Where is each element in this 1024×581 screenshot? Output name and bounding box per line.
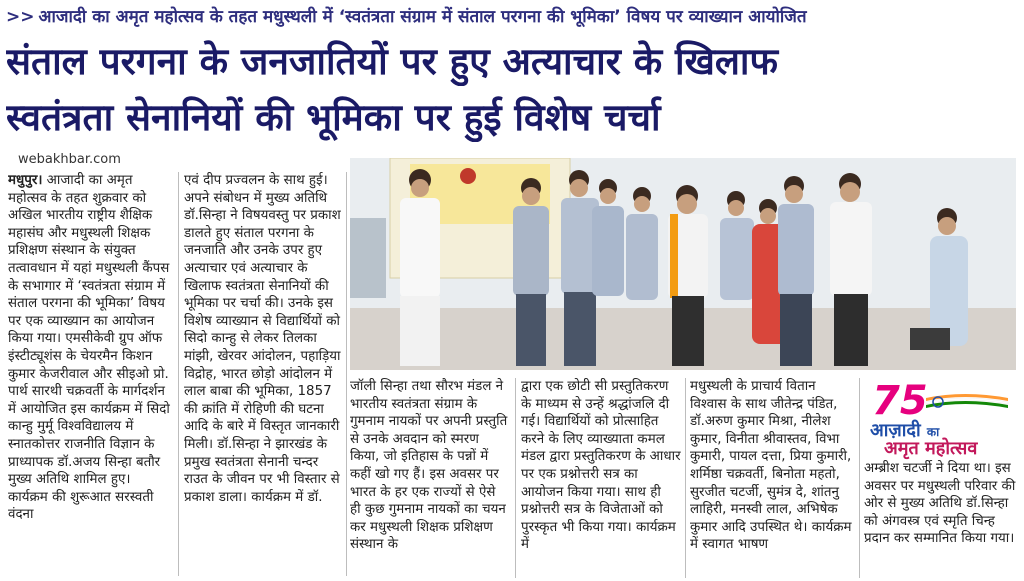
headline-line-2: स्वतंत्रता सेनानियों की भूमिका पर हुई विशेष चर्चा xyxy=(6,96,661,139)
article-column-5: मधुस्थली के प्राचार्य वितान विश्वास के साथ जीतेन्द्र पंडित, डॉ.अरुण कुमार मिश्रा, नीलेश कुमार, विनीता श्रीवास्तव, विभा कुमारी, पायल दत्ता, प्रिया कुमारी, शर्मिष्ठा चक्रवर्ती, बिनोता महतो, सुरजीत चटर्जी, सुमंत्र दे, शांतनु लाहिरी, मनस्वी लाल, अभिषेक कुमार आदि उपस्थित थे। कार्यक्रम में स्वागत भाषण xyxy=(690,379,852,553)
kicker-line xyxy=(6,4,1018,30)
kicker-arrows: >> xyxy=(6,7,35,27)
article-column-2: एवं दीप प्रज्वलन के साथ हुई। अपने संबोधन में मुख्य अतिथि डॉ.सिन्हा ने विषयवस्तु पर प्रकाश डालते हुए संताल परगना के जनजाति और उनके उपर हुए अत्याचार एवं अत्याचार के खिलाफ स्वतंत्रता सेनानियों की भूमिका पर चर्चा की। उनके इस विशेष व्याख्यान से विद्यार्थियों को सिदो कान्हु से लेकर तिलका मांझी, खेरवर आंदोलन, पहाड़िया विद्रोह, भारत छोड़ो आंदोलन में लाल बाबा की भूमिका, 1857 की क्रांति में रोहिणी की घटना आदि के बारे में विस्तृत जानकारी मिली। डॉ.सिन्हा ने झारखंड के प्रमुख स्वतंत्रता सेनानी चन्दर राउत के जीवन पर भी विस्तार से प्रकाश डाला। कार्यक्रम में डॉ. xyxy=(184,173,341,505)
column-divider xyxy=(685,378,686,578)
source-label: webakhbar.com xyxy=(18,152,121,167)
column-divider xyxy=(178,172,179,576)
column-divider xyxy=(515,378,516,578)
dateline: मधुपुर। xyxy=(8,173,43,188)
event-photo xyxy=(350,158,1016,370)
event-photo-illustration xyxy=(350,158,1016,370)
logo-number: 75 xyxy=(872,378,928,424)
column-1-text: आजादी का अमृत महोत्सव के तहत शुक्रवार को अखिल भारतीय राष्ट्रीय शैक्षिक महासंघ और मधुस्थली शिक्षक प्रशिक्षण संस्थान के संयुक्त तत्वावधान में यहां मधुस्थली कैंपस के सभागार में ‘स्वतंत्रता संग्राम में संताल परगना की भूमिका’ विषय पर एक व्याख्यान का आयोजन किया गया। एमसीकेवी ग्रुप ऑफ इंस्टीट्यूशंस के चेयरमैन किशन कुमार केजरीवाल और सीइओ प्रो. पार्थ सारथी चक्रवर्ती के मार्गदर्शन में आयोजित इस कार्यक्रम में सिदो कान्हु मुर्मू विश्वविद्यालय में स्नातकोत्तर राजनीति विज्ञान के प्राध्यापक डॉ.अजय सिन्हा बतौर मुख्य अतिथि शामिल हुए। कार्यक्रम की शुरूआत सरस्वती वंदना xyxy=(8,173,170,523)
logo-line-2: अमृत महोत्सव xyxy=(884,438,978,459)
article-column-6: अम्ब्रीश चटर्जी ने दिया था। इस अवसर पर मधुस्थली परिवार की ओर से मुख्य अतिथि डॉ.सिन्हा को अंगवस्त्र एवं स्मृति चिन्ह प्रदान कर सम्मानित किया गया। xyxy=(864,461,1016,547)
flag-swoosh-icon xyxy=(924,392,1010,412)
logo-ka: का xyxy=(926,425,940,439)
article-column-3: जॉली सिन्हा तथा सौरभ मंडल ने भारतीय स्वतंत्रता संग्राम के गुमनाम नायकों पर अपनी प्रस्तुति से उनके अवदान को स्मरण किया, जो इतिहास के पन्नों में कहीं खो गए हैं। इस अवसर पर भारत के हर एक राज्यों से ऐसे ही कुछ गुमनाम नायकों का चयन कर मधुस्थली शिक्षक प्रशिक्षण संस्थान के xyxy=(350,379,508,553)
column-divider xyxy=(346,172,347,576)
article-column-4: द्वारा एक छोटी सी प्रस्तुतिकरण के माध्यम से उन्हें श्रद्धांजलि दी गई। विद्यार्थियों को प्रोत्साहित करने के लिए व्याख्याता कमल मंडल द्वारा प्रस्तुतिकरण के आधार पर एक प्रश्नोत्तरी सत्र का आयोजन किया गया। साथ ही प्रश्नोत्तरी सत्र के विजेताओं को पुरस्कृत भी किया गया। कार्यक्रम में xyxy=(521,379,681,553)
headline-line-1: संताल परगना के जनजातियों पर हुए अत्याचार के खिलाफ xyxy=(6,40,779,83)
logo-azadi: आज़ादी xyxy=(870,420,921,441)
column-divider xyxy=(859,378,860,578)
azadi-amrit-mahotsav-logo xyxy=(864,376,1016,459)
article-column-1 xyxy=(8,172,174,576)
kicker-text: आजादी का अमृत महोत्सव के तहत मधुस्थली में ‘स्वतंत्रता संग्राम में संताल परगना की भूमिका’ विषय पर व्याख्यान आयोजित xyxy=(38,7,807,27)
